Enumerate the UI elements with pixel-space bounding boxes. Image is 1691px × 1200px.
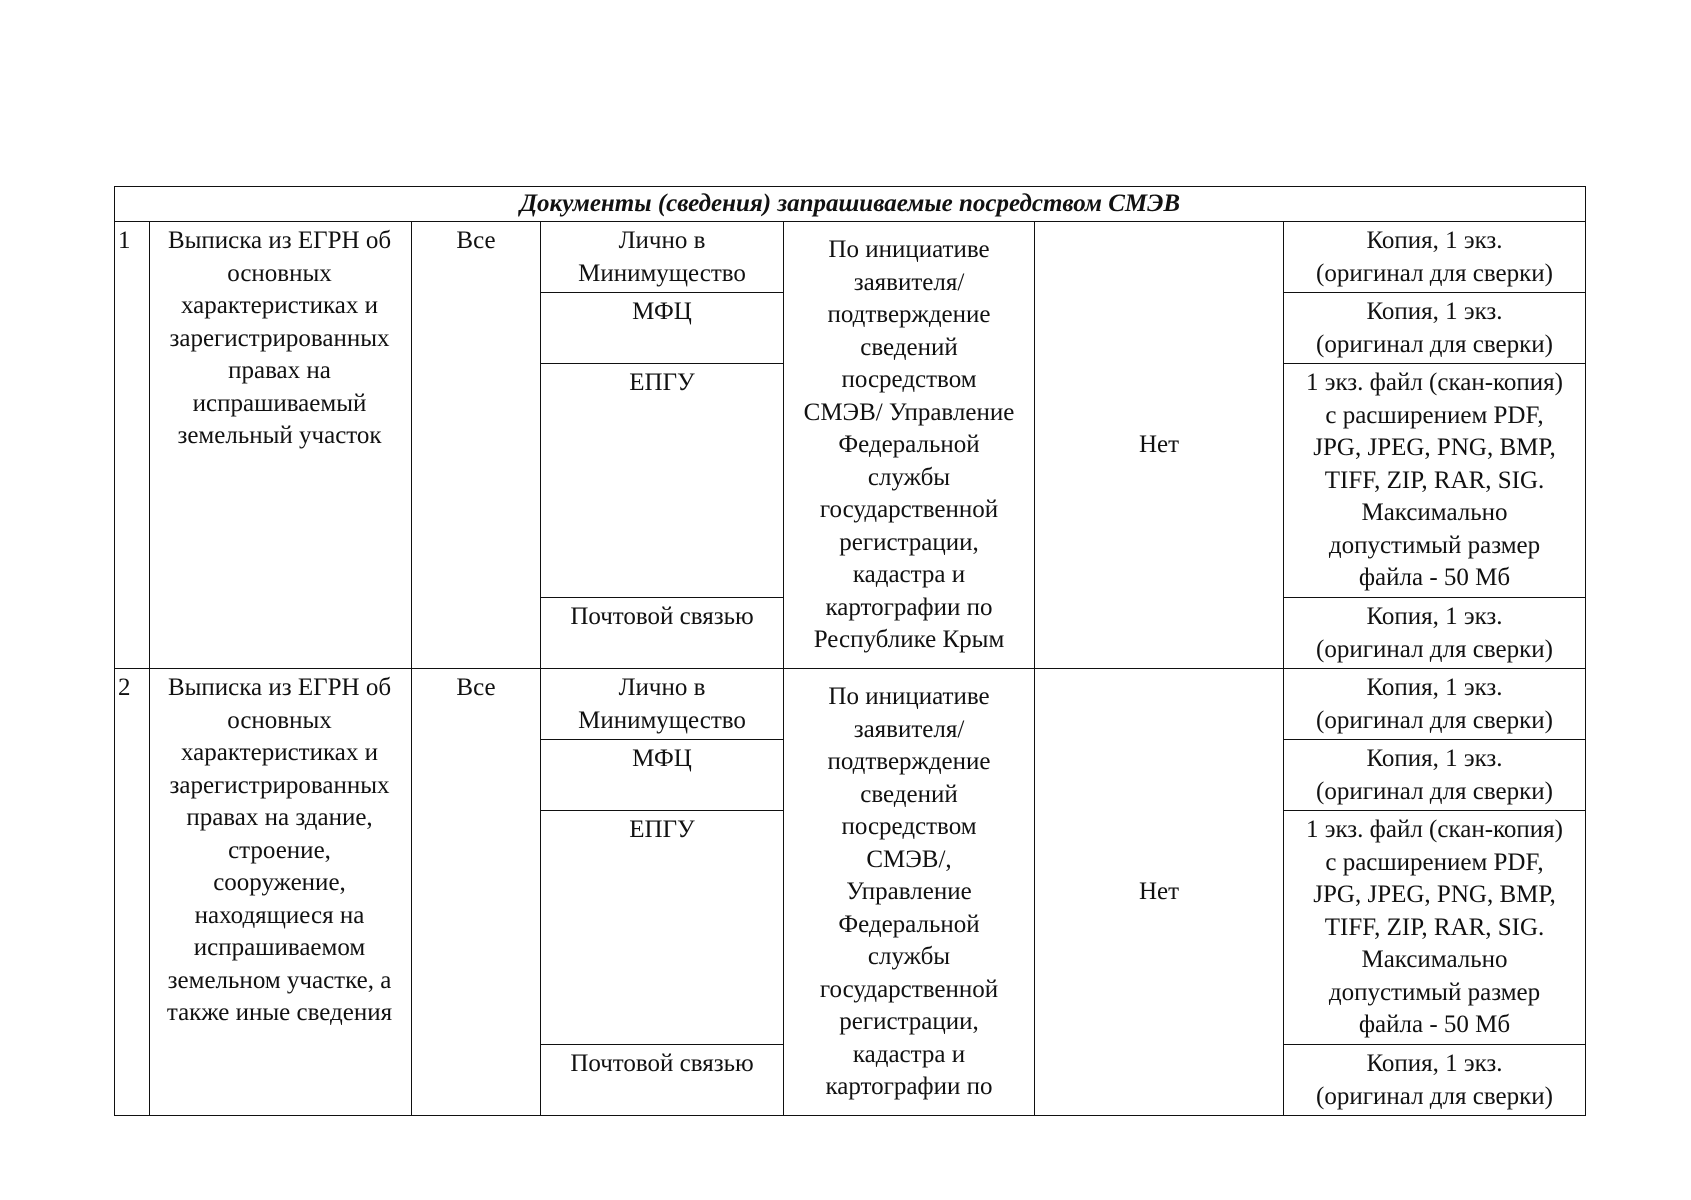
row-number: 1 <box>115 222 150 669</box>
document-form: 1 экз. файл (скан-копия) с расширением PDF, JPG, JPEG, PNG, BMP, TIFF, ZIP, RAR, SIG. Максимально допустимый размер файла - 50 Мб <box>1284 364 1586 598</box>
submission-method: ЕПГУ <box>541 811 784 1045</box>
document-form: Копия, 1 экз. (оригинал для сверки) <box>1284 598 1586 669</box>
document-form: Копия, 1 экз. (оригинал для сверки) <box>1284 669 1586 740</box>
document-form: Копия, 1 экз. (оригинал для сверки) <box>1284 222 1586 293</box>
table-heading-row <box>115 187 1586 222</box>
applicant-category: Все <box>412 222 541 669</box>
applicant-category: Все <box>412 669 541 1116</box>
documents-table <box>114 186 1586 1116</box>
table-heading: Документы (сведения) запрашиваемые посредством СМЭВ <box>115 187 1586 222</box>
submission-method: Лично в Минимущество <box>541 669 784 740</box>
submission-method: Лично в Минимущество <box>541 222 784 293</box>
document-form: Копия, 1 экз. (оригинал для сверки) <box>1284 1045 1586 1116</box>
table-row <box>115 669 1586 740</box>
document-name: Выписка из ЕГРН об основных характеристиках и зарегистрированных правах на испрашиваемый земельный участок <box>150 222 412 669</box>
submission-method: МФЦ <box>541 740 784 811</box>
submission-method: ЕПГУ <box>541 364 784 598</box>
submission-basis: По инициативе заявителя/ подтверждение сведений посредством СМЭВ/ Управление Федеральной службы государственной регистрации, кадастра и картографии по Республике Крым <box>784 222 1035 669</box>
submission-method: МФЦ <box>541 293 784 364</box>
submission-method: Почтовой связью <box>541 598 784 669</box>
document-form: 1 экз. файл (скан-копия) с расширением PDF, JPG, JPEG, PNG, BMP, TIFF, ZIP, RAR, SIG. Максимально допустимый размер файла - 50 Мб <box>1284 811 1586 1045</box>
document-name: Выписка из ЕГРН об основных характеристиках и зарегистрированных правах на здание, строение, сооружение, находящиеся на испрашиваемом земельном участке, а также иные сведения <box>150 669 412 1116</box>
registration-required: Нет <box>1035 669 1284 1116</box>
document-form: Копия, 1 экз. (оригинал для сверки) <box>1284 740 1586 811</box>
submission-basis: По инициативе заявителя/ подтверждение сведений посредством СМЭВ/, Управление Федеральной службы государственной регистрации, кадастра и картографии по <box>784 669 1035 1116</box>
table-row <box>115 222 1586 293</box>
submission-method: Почтовой связью <box>541 1045 784 1116</box>
registration-required: Нет <box>1035 222 1284 669</box>
document-form: Копия, 1 экз. (оригинал для сверки) <box>1284 293 1586 364</box>
row-number: 2 <box>115 669 150 1116</box>
